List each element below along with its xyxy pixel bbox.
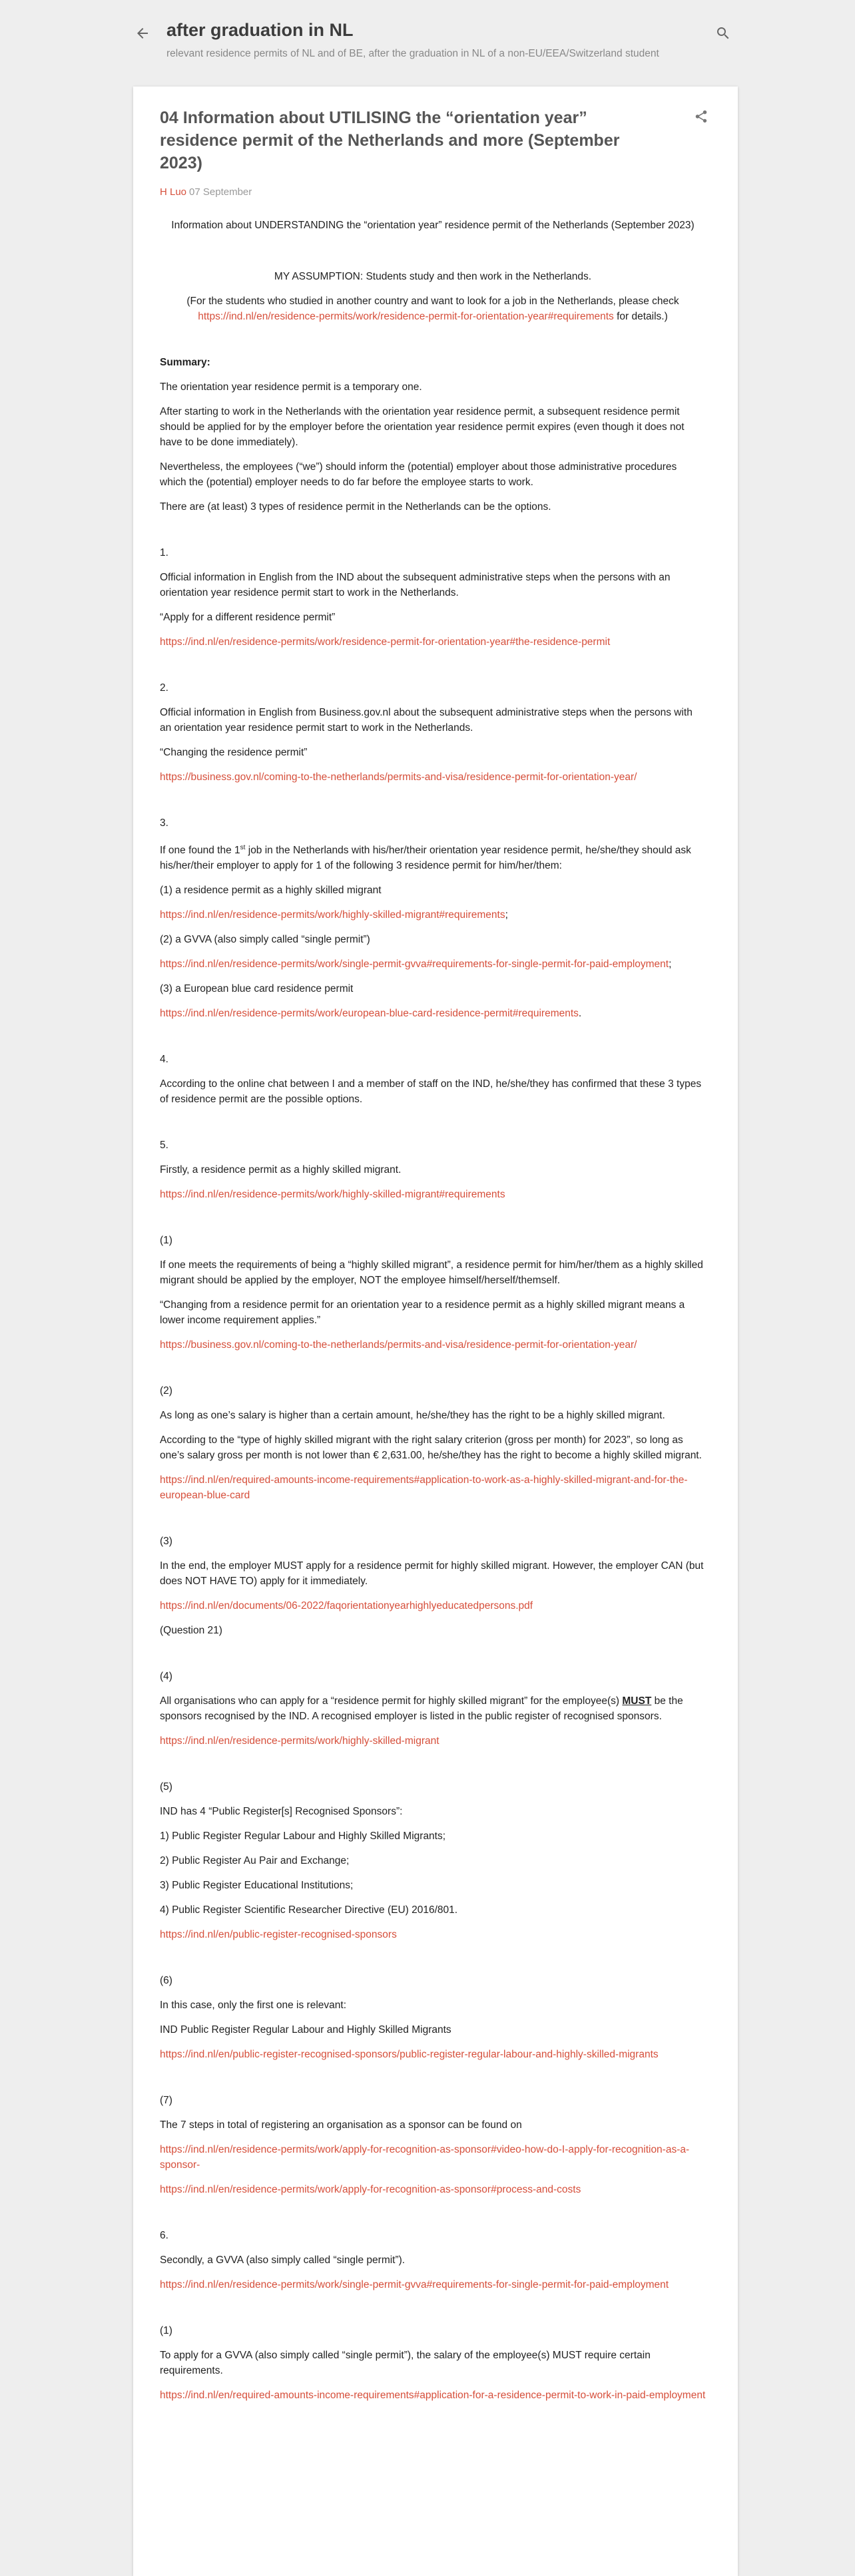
intro-text: Information about UNDERSTANDING the “orientation year” residence permit of the Netherlands (September 2023) <box>171 220 695 231</box>
subsection-link[interactable]: https://ind.nl/en/public-register-recognised-sponsors/public-register-regular-labour-and-highly-skilled-migrants <box>160 2049 659 2061</box>
subsection-paragraph: As long as one’s salary is higher than a certain amount, he/she/they has the right to be a highly skilled migrant. <box>160 1410 665 1422</box>
post-card <box>133 87 738 2576</box>
subsection-paragraph: “Changing from a residence permit for an orientation year to a residence permit as a highly skilled migrant means a lower income requirement applies.” <box>160 1299 685 1327</box>
text-run: If one found the 1 <box>160 845 240 857</box>
register-item: 3) Public Register Educational Institutions; <box>160 1880 354 1892</box>
section-number: 2. <box>160 682 168 694</box>
punctuation: . <box>578 1008 582 1020</box>
subsection-paragraph: If one meets the requirements of being a “highly skilled migrant”, a residence permit for him/her/them as a highly skilled migrant should be applied by the employer, NOT the employee himself/herself/themself. <box>160 1259 703 1287</box>
section-link[interactable]: https://ind.nl/en/residence-permits/work/residence-permit-for-orientation-year#the-residence-permit <box>160 636 611 648</box>
section-paragraph: Official information in English from the IND about the subsequent administrative steps when the persons with an orientation year residence permit start to work in the Netherlands. <box>160 572 671 598</box>
punctuation: ; <box>505 909 508 921</box>
section-number: 3. <box>160 817 168 829</box>
section-quote: “Apply for a different residence permit” <box>160 612 336 623</box>
subsection-number: (5) <box>160 1781 172 1793</box>
section-number: 4. <box>160 1054 168 1066</box>
subsection-paragraph: The 7 steps in total of registering an organisation as a sponsor can be found on <box>160 2119 522 2131</box>
assumption-text: MY ASSUMPTION: Students study and then work in the Netherlands. <box>274 271 592 282</box>
other-country-link[interactable]: https://ind.nl/en/residence-permits/work/residence-permit-for-orientation-year#requirements <box>198 311 614 322</box>
subsection-link[interactable]: https://ind.nl/en/residence-permits/work/apply-for-recognition-as-sponsor#process-and-costs <box>160 2184 581 2196</box>
share-icon <box>694 109 709 124</box>
subsection-note: (Question 21) <box>160 1625 222 1637</box>
section-paragraph: Firstly, a residence permit as a highly skilled migrant. <box>160 1164 402 1176</box>
section-paragraph: According to the online chat between I and a member of staff on the IND, he/she/they has confirmed that these 3 types of residence permit are the possible options. <box>160 1078 702 1106</box>
section-link[interactable]: https://business.gov.nl/coming-to-the-netherlands/permits-and-visa/residence-permit-for-orientation-year/ <box>160 771 637 783</box>
subsection-link[interactable]: https://ind.nl/en/required-amounts-income-requirements#application-for-a-residence-permit-to-work-in-paid-employment <box>160 2390 706 2402</box>
text-run: job in the Netherlands with his/her/their orientation year residence permit, he/she/they should ask his/her/their employer to apply for 1 of the following 3 residence permit for him/her/them: <box>160 845 691 872</box>
other-country-pre: (For the students who studied in another country and want to look for a job in the Netherlands, please check <box>186 296 679 307</box>
subsection-link[interactable]: https://ind.nl/en/residence-permits/work/highly-skilled-migrant <box>160 1735 439 1747</box>
subsection-number: (3) <box>160 1536 172 1548</box>
post-author[interactable]: H Luo <box>160 186 187 198</box>
section-number: 1. <box>160 547 168 558</box>
option-text: (3) a European blue card residence permit <box>160 983 354 995</box>
subsection-paragraph: In this case, only the first one is relevant: <box>160 2000 346 2012</box>
subsection-number: (2) <box>160 1385 172 1397</box>
subsection-number: (1) <box>160 2325 172 2337</box>
superscript: st <box>240 844 246 851</box>
register-item: 4) Public Register Scientific Researcher Directive (EU) 2016/801. <box>160 1904 458 1916</box>
post-date[interactable]: 07 September <box>189 186 252 198</box>
back-button[interactable] <box>131 21 154 45</box>
summary-paragraph: Nevertheless, the employees (“we”) should inform the (potential) employer about those administrative procedures which the (potential) employer needs to do far before the employee starts to work. <box>160 461 677 488</box>
section-quote: “Changing the residence permit” <box>160 747 308 758</box>
blog-description: relevant residence permits of NL and of BE, after the graduation in NL of a non-EU/EEA/Switzerland student <box>166 48 659 59</box>
post-meta <box>160 186 706 198</box>
subsection-paragraph: According to the “type of highly skilled migrant with the right salary criterion (gross per month) for 2023”, so long as one’s salary gross per month is not lower than € 2,631.00, he/she/they has the right to become a highly skilled migrant. <box>160 1434 702 1462</box>
subsection-paragraph: To apply for a GVVA (also simply called “single permit”), the salary of the employee(s) MUST require certain requirements. <box>160 2350 651 2377</box>
section-link[interactable]: https://ind.nl/en/residence-permits/work/single-permit-gvva#requirements-for-single-permit-for-paid-employment <box>160 2279 669 2291</box>
subsection-paragraph: IND Public Register Regular Labour and Highly Skilled Migrants <box>160 2024 451 2036</box>
summary-paragraph: There are (at least) 3 types of residence permit in the Netherlands can be the options. <box>160 501 551 513</box>
subsection-paragraph <box>160 1693 706 1724</box>
section-number: 6. <box>160 2230 168 2242</box>
option-text: (1) a residence permit as a highly skilled migrant <box>160 885 382 897</box>
subsection-paragraph: IND has 4 “Public Register[s] Recognised Sponsors”: <box>160 1806 403 1818</box>
subsection-number: (1) <box>160 1235 172 1247</box>
subsection-link[interactable]: https://ind.nl/en/documents/06-2022/faqorientationyearhighlyeducatedpersons.pdf <box>160 1600 533 1612</box>
register-item: 1) Public Register Regular Labour and Highly Skilled Migrants; <box>160 1830 446 1842</box>
other-country-post: for details.) <box>617 311 668 322</box>
subsection-number: (6) <box>160 1975 172 1987</box>
search-button[interactable] <box>711 21 735 45</box>
post-body <box>160 218 706 2403</box>
subsection-number: (4) <box>160 1671 172 1683</box>
blog-title[interactable]: after graduation in NL <box>166 20 354 40</box>
subsection-link[interactable]: https://ind.nl/en/required-amounts-income-requirements#application-to-work-as-a-highly-skilled-migrant-and-for-the-european-blue-card <box>160 1474 688 1502</box>
subsection-paragraph: In the end, the employer MUST apply for a residence permit for highly skilled migrant. However, the employer CAN (but does NOT HAVE TO) apply for it immediately. <box>160 1560 704 1588</box>
subsection-link[interactable]: https://ind.nl/en/public-register-recognised-sponsors <box>160 1929 397 1941</box>
subsection-number: (7) <box>160 2095 172 2107</box>
other-country-text <box>160 294 706 324</box>
section-paragraph <box>160 840 706 873</box>
section-paragraph: Official information in English from Business.gov.nl about the subsequent administrative steps when the persons with an orientation year residence permit start to work in the Netherlands. <box>160 707 693 734</box>
section-paragraph: Secondly, a GVVA (also simply called “single permit”). <box>160 2254 406 2266</box>
summary-paragraph: After starting to work in the Netherlands with the orientation year residence permit, a subsequent residence permit should be applied for by the employer before the orientation year residence permit expires (even though it does not have to be done immediately). <box>160 406 685 448</box>
section-number: 5. <box>160 1140 168 1152</box>
summary-heading: Summary: <box>160 357 210 368</box>
option-link[interactable]: https://ind.nl/en/residence-permits/work/highly-skilled-migrant#requirements <box>160 909 505 921</box>
subsection-link[interactable]: https://ind.nl/en/residence-permits/work/apply-for-recognition-as-sponsor#video-how-do-I-apply-for-recognition-as-a-sponsor- <box>160 2144 690 2171</box>
option-link[interactable]: https://ind.nl/en/residence-permits/work/european-blue-card-residence-permit#requirements <box>160 1008 579 1020</box>
share-button[interactable] <box>691 107 711 126</box>
punctuation: ; <box>669 959 672 970</box>
option-text: (2) a GVVA (also simply called “single permit”) <box>160 934 370 946</box>
summary-paragraph: The orientation year residence permit is a temporary one. <box>160 381 422 393</box>
search-icon <box>715 25 731 41</box>
text-run: be the sponsors recognised by the IND. A recognised employer is listed in the public register of recognised sponsors. <box>160 1695 683 1723</box>
option-link[interactable]: https://ind.nl/en/residence-permits/work/single-permit-gvva#requirements-for-single-permit-for-paid-employment <box>160 959 669 970</box>
emphasis-must: MUST <box>622 1695 652 1707</box>
section-link[interactable]: https://ind.nl/en/residence-permits/work/highly-skilled-migrant#requirements <box>160 1189 505 1201</box>
subsection-link[interactable]: https://business.gov.nl/coming-to-the-netherlands/permits-and-visa/residence-permit-for-orientation-year/ <box>160 1339 637 1351</box>
post-title: 04 Information about UTILISING the “orientation year” residence permit of the Netherlands and more (September 2023) <box>160 108 620 172</box>
arrow-left-icon <box>135 25 150 41</box>
text-run: All organisations who can apply for a “residence permit for highly skilled migrant” for the employee(s) <box>160 1695 623 1707</box>
blog-header <box>0 0 855 87</box>
register-item: 2) Public Register Au Pair and Exchange; <box>160 1855 350 1867</box>
